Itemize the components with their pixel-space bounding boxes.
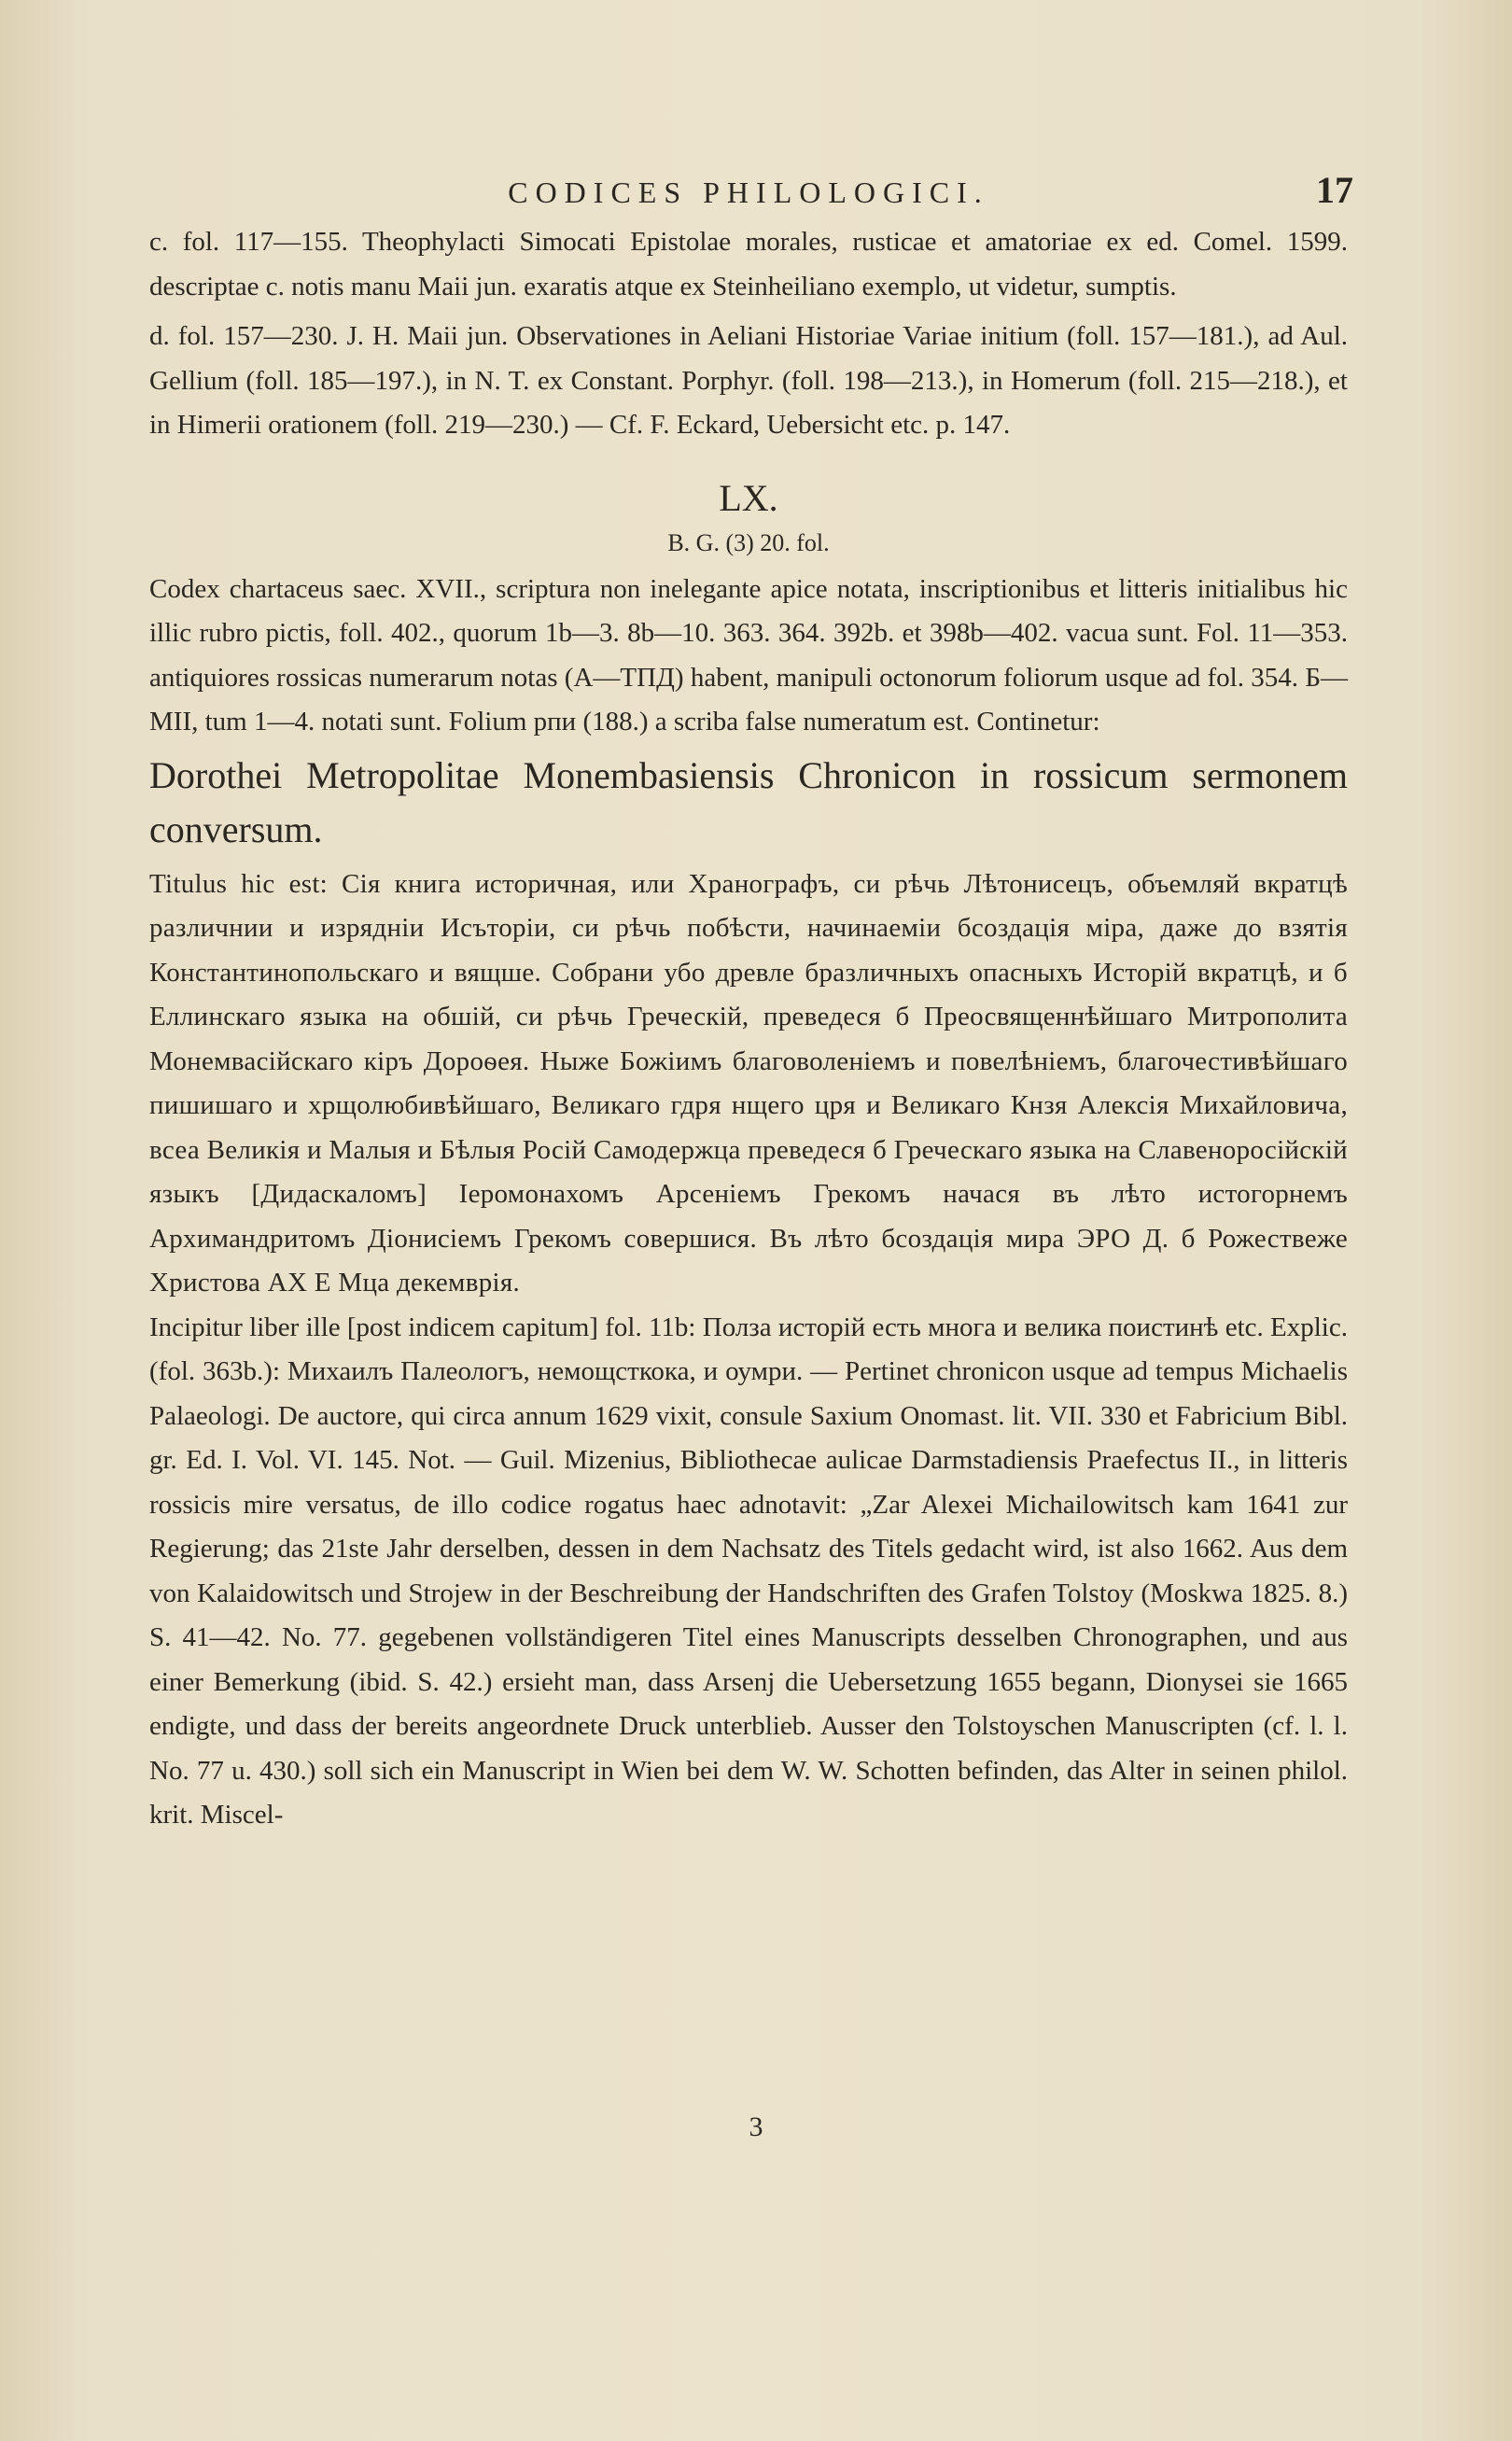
text-column	[149, 168, 1353, 1838]
section-number: LX.	[719, 476, 778, 519]
titulus-paragraph: Titulus hic est: Сія книга историчная, или Хранографъ, си рѣчь Лѣтонисецъ, объемляй вкратцѣ различнии и изрядніи Исъторіи, си рѣчь побѣсти, начинаеміи бсоздація міра, даже до взятія Константинопольскаго и вящше. Собрани убо древле бразличныхъ опасныхъ Исторій вкратцѣ, и б Еллинскаго языка на обшій, си рѣчь Греческій, преведеся б Преосвященнѣйшаго Митрополита Монемвасійскаго кіръ Дороѳея. Ныже Божіимъ благоволеніемъ и повелѣніемъ, благочестивѣйшаго пишишаго и хрщолюбивѣйшаго, Великаго гдря нщего цря и Великаго Кнзя Алексія Михайловича, всеа Великія и Малыя и Бѣлыя Росій Самодержца преведеся б Греческаго языка на Славеноросійскій языкъ [Дидаскаломъ] Іеромонахомъ Арсеніемъ Грекомъ начася въ лѣто истогорнемъ Архимандритомъ Діонисіемъ Грекомъ совершися. Въ лѣто бсоздація мира ЭРО Д. б Рожествеже Христова АХ Е Мца декемврія.	[149, 868, 1348, 1298]
signature-mark: 3	[749, 2111, 763, 2142]
entry-d: d. fol. 157—230. J. H. Maii jun. Observationes in Aeliani Historiae Variae initium (foll. 157—181.), ad Aul. Gellium (foll. 185—197.), in N. T. ex Constant. Porphyr. (foll. 198—213.), in Homerum (foll. 215—218.), et in Himerii orationem (foll. 219—230.) — Cf. F. Eckard, Uebersicht etc. p. 147.	[149, 321, 1348, 440]
work-title: Dorothei Metropolitae Monembasiensis Chronicon in rossicum sermonem conversum.	[149, 753, 1348, 850]
running-head-title: CODICES PHILOLOGICI.	[508, 175, 989, 209]
codex-description: Codex chartaceus saec. XVII., scriptura non inelegante apice notata, inscriptionibus et litteris initialibus hic illic rubro pictis, foll. 402., quorum 1b—3. 8b—10. 363. 364. 392b. et 398b—402. vacua sunt. Fol. 11—353. antiquiores rossicas numerarum notas (А—ТПД) habent, manipuli octonorum foliorum usque ad fol. 354. Б—МІІ, tum 1—4. notati sunt. Folium рпи (188.) a scriba false numeratum est. Continetur:	[149, 573, 1348, 737]
shelfmark: B. G. (3) 20. fol.	[667, 528, 830, 556]
running-head	[149, 168, 1353, 220]
incipit-paragraph: Incipitur liber ille [post indicem capitum] fol. 11b: Полза исторій есть многа и велика поистинѣ etc. Explic. (fol. 363b.): Михаилъ Палеологъ, немощсткока, и оумри. — Pertinet chronicon usque ad tempus Michaelis Palaeologi. De auctore, qui circa annum 1629 vixit, consule Saxium Onomast. lit. VII. 330 et Fabricium Bibl. gr. Ed. I. Vol. VI. 145. Not. — Guil. Mizenius, Bibliothecae aulicae Darmstadiensis Praefectus II., in litteris rossicis mire versatus, de illo codice rogatus haec adnotavit: „Zar Alexei Michailowitsch kam 1641 zur Regierung; das 21ste Jahr derselben, dessen in dem Nachsatz des Titels gedacht wird, ist also 1662. Aus dem von Kalaidowitsch und Strojew in der Beschreibung der Handschriften des Grafen Tolstoy (Moskwa 1825. 8.) S. 41—42. No. 77. gegebenen vollständigeren Titel eines Manuscripts desselben Chronographen, und aus einer Bemerkung (ibid. S. 42.) ersieht man, dass Arsenj die Uebersetzung 1655 begann, Dionysei sie 1665 endigte, und dass der bereits angeordnete Druck unterblieb. Ausser den Tolstoyschen Manuscripten (cf. l. l. No. 77 u. 430.) soll sich ein Manuscript in Wien bei dem W. W. Schotten befinden, das Alter in seinen philol. krit. Miscel-	[149, 1312, 1348, 1830]
page-number: 17	[1316, 169, 1353, 211]
entry-c: c. fol. 117—155. Theophylacti Simocati Epistolae morales, rusticae et amatoriae ex ed. Comel. 1599. descriptae c. notis manu Maii jun. exaratis atque ex Steinheiliano exemplo, ut videtur, sumptis.	[149, 227, 1348, 302]
